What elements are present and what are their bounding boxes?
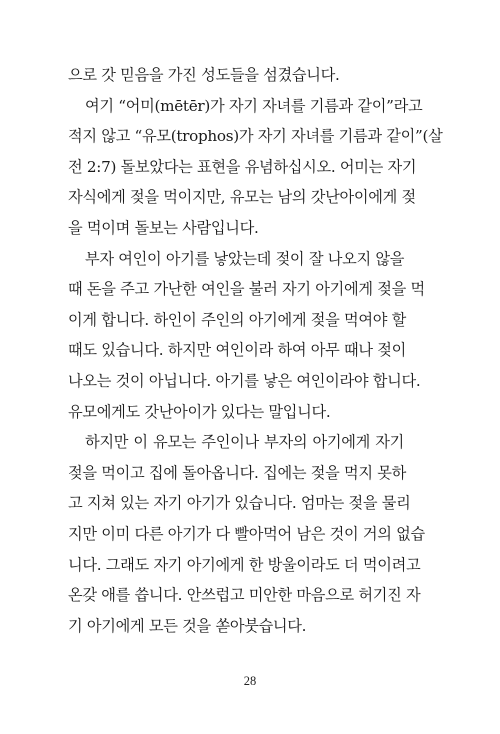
text-line: 하지만 이 유모는 주인이나 부자의 아기에게 자기 bbox=[85, 433, 404, 452]
text-line: 으로 갓 믿음을 가진 성도들을 섬겼습니다. bbox=[68, 66, 340, 84]
text-line: 부자 여인이 아기를 낳았는데 젖이 잘 나오지 않을 bbox=[85, 249, 405, 268]
text-line: 전 2:7) 돌보았다는 표현을 유념하십시오. 어미는 자기 bbox=[68, 157, 417, 176]
text-line: 여기 “어미(mētēr)가 자기 자녀를 기름과 같이”라고 bbox=[85, 96, 423, 115]
text-line: 자식에게 젖을 먹이지만, 유모는 남의 갓난아이에게 젖 bbox=[68, 188, 416, 207]
text-line: 적지 않고 “유모(trophos)가 자기 자녀를 기름과 같이”(살 bbox=[68, 127, 443, 146]
text-line: 때도 있습니다. 하지만 여인이라 하여 아무 때나 젖이 bbox=[68, 341, 407, 360]
text-line: 유모에게도 갓난아이가 있다는 말입니다. bbox=[68, 402, 331, 421]
page-body bbox=[68, 60, 443, 641]
page-number: 28 bbox=[243, 674, 257, 688]
text-line: 이게 합니다. 하인이 주인의 아기에게 젖을 먹여야 할 bbox=[68, 310, 407, 329]
text-line: 온갖 애를 씁니다. 안쓰럽고 미안한 마음으로 허기진 자 bbox=[68, 586, 421, 605]
text-line: 니다. 그래도 자기 아기에게 한 방울이라도 더 먹이려고 bbox=[68, 555, 421, 574]
text-line: 나오는 것이 아닙니다. 아기를 낳은 여인이라야 합니다. bbox=[68, 371, 421, 390]
text-line: 기 아기에게 모든 것을 쏟아붓습니다. bbox=[68, 616, 307, 635]
text-line: 젖을 먹이고 집에 돌아옵니다. 집에는 젖을 먹지 못하 bbox=[68, 463, 407, 482]
text-line: 때 돈을 주고 가난한 여인을 불러 자기 아기에게 젖을 먹 bbox=[68, 280, 425, 299]
text-line: 지만 이미 다른 아기가 다 빨아먹어 남은 것이 거의 없습 bbox=[68, 524, 425, 543]
text-line: 고 지쳐 있는 자기 아기가 있습니다. 엄마는 젖을 물리 bbox=[68, 494, 411, 513]
text-line: 을 먹이며 돌보는 사람입니다. bbox=[68, 218, 259, 237]
